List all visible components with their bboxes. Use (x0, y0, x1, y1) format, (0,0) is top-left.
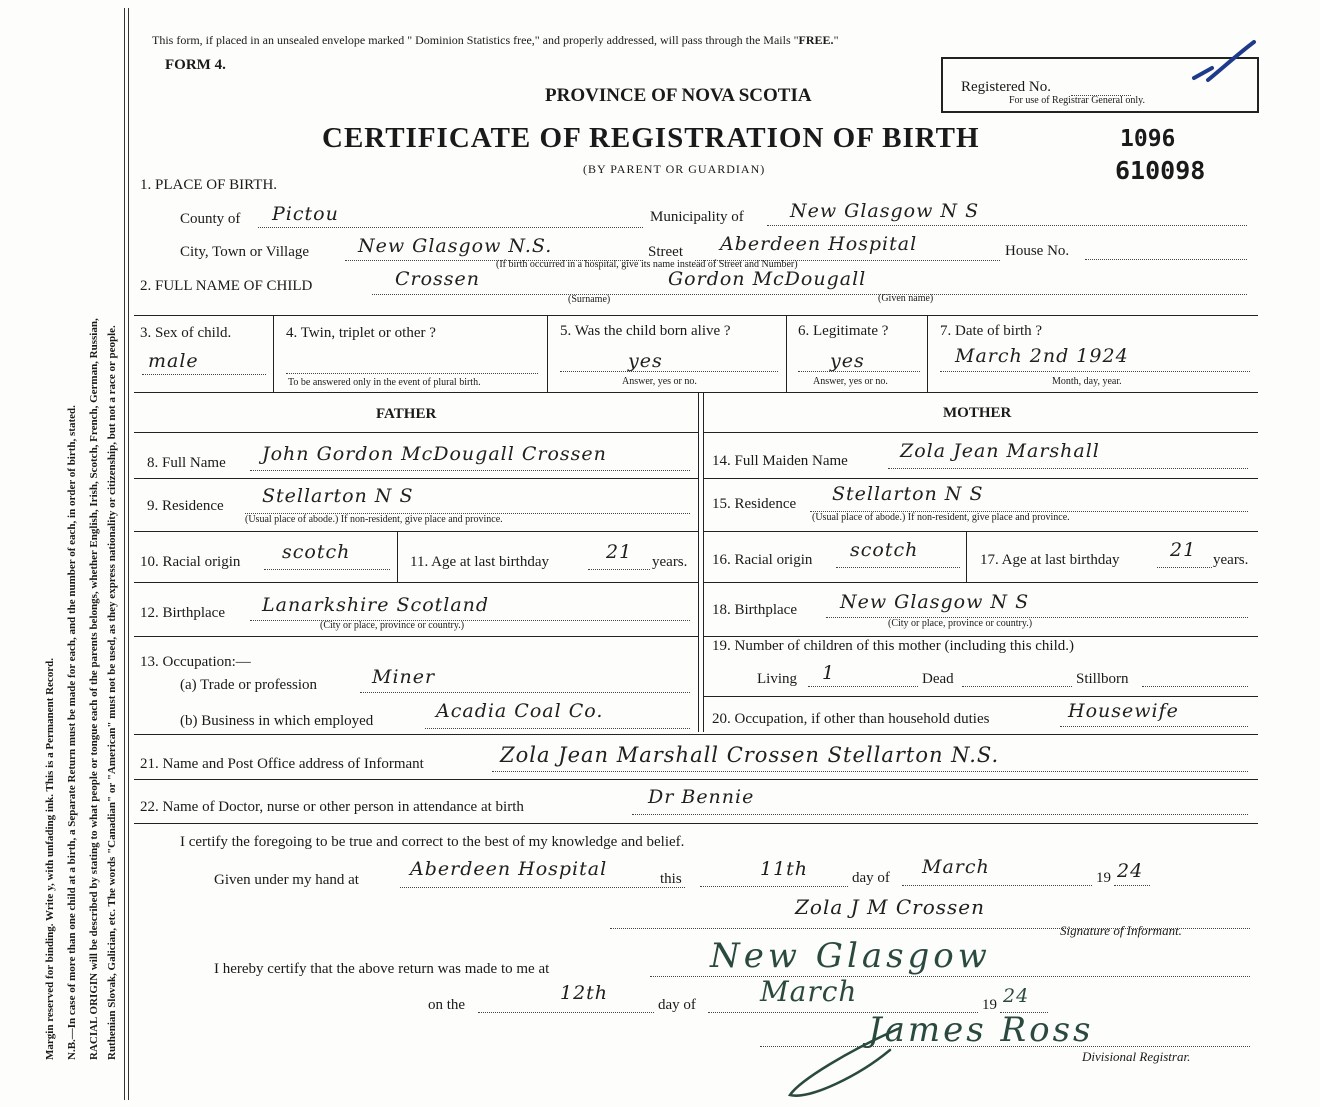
place-of-birth-heading: 1. PLACE OF BIRTH. (140, 177, 278, 193)
province-heading: PROVINCE OF NOVA SCOTIA (545, 85, 812, 106)
house-number-label: House No. (1005, 243, 1070, 259)
county-value: Pictou (272, 203, 339, 225)
father-age-value: 21 (606, 541, 633, 563)
county-label: County of (180, 211, 241, 227)
child-name-label: 2. FULL NAME OF CHILD (140, 278, 313, 294)
given-year-prefix: 19 (1096, 870, 1111, 886)
street-label: Street (648, 244, 683, 260)
mother-name-label: 14. Full Maiden Name (712, 453, 848, 469)
given-name-caption: (Given name) (878, 293, 934, 304)
business-label: (b) Business in which employed (180, 713, 374, 729)
legitimate-note: Answer, yes or no. (813, 376, 888, 387)
registrar-day-of-label: day of (658, 997, 696, 1013)
sex-value: male (148, 350, 199, 372)
dead-label: Dead (922, 671, 954, 687)
registrar-use-note: For use of Registrar General only. (1009, 95, 1145, 106)
twin-note: To be answered only in the event of plural birth. (288, 377, 481, 388)
mother-residence-label: 15. Residence (712, 496, 797, 512)
page-subtitle: (BY PARENT OR GUARDIAN) (583, 162, 766, 176)
born-alive-value: yes (628, 350, 663, 372)
mother-name-value: Zola Jean Marshall (900, 440, 1100, 462)
mother-age-suffix: years. (1213, 552, 1249, 568)
registrar-year-value: 24 (1003, 985, 1030, 1007)
given-under-label: Given under my hand at (214, 872, 359, 888)
date-of-birth-note: Month, day, year. (1052, 376, 1122, 387)
father-residence-value: Stellarton N S (262, 485, 414, 507)
mother-occupation-value: Housewife (1068, 700, 1179, 722)
certification-statement: I certify the foregoing to be true and correct to the best of my knowledge and belief. (180, 834, 685, 850)
father-racial-origin-value: scotch (282, 541, 351, 563)
margin-notes (0, 0, 135, 1107)
child-surname-value: Crossen (395, 268, 481, 290)
registrar-day-value: 12th (560, 982, 609, 1004)
stamp-number-1: 1096 (1120, 126, 1176, 152)
sex-label: 3. Sex of child. (140, 325, 232, 341)
mother-residence-value: Stellarton N S (832, 483, 984, 505)
father-occupation-label: 13. Occupation:— (140, 654, 251, 670)
registrar-month-value: March (760, 975, 858, 1008)
mother-racial-origin-label: 16. Racial origin (712, 552, 813, 568)
father-age-label: 11. Age at last birthday (410, 554, 549, 570)
margin-note-racial-origin: RACIAL ORIGIN will be described by stating to what people or tongue each of the parents belongs, whether English, Irish, Scotch, French, German, Russian, (88, 318, 100, 1060)
registrar-signature-caption: Divisional Registrar. (1082, 1049, 1191, 1064)
registered-number-label: Registered No. (961, 79, 1051, 95)
given-month-value: March (922, 856, 990, 878)
mother-birthplace-label: 18. Birthplace (712, 602, 797, 618)
date-of-birth-label: 7. Date of birth ? (940, 323, 1043, 339)
registrar-signature: James Ross (868, 1010, 1094, 1050)
father-residence-label: 9. Residence (147, 498, 224, 514)
father-heading: FATHER (376, 406, 437, 422)
check-mark-icon (1190, 38, 1260, 88)
margin-note-multiple-births: N.B.—In case of more than one child at a birth, a Separate Return must be made for each, and the number of each, in order of birth, stated. (66, 405, 78, 1060)
father-birthplace-note: (City or place, province or country.) (320, 620, 465, 631)
informant-signature: Zola J M Crossen (795, 895, 985, 919)
informant-value: Zola Jean Marshall Crossen Stellarton N.S. (500, 743, 1000, 767)
business-value: Acadia Coal Co. (436, 700, 604, 722)
city-value: New Glasgow N.S. (358, 235, 553, 257)
informant-label: 21. Name and Post Office address of Informant (140, 756, 424, 772)
father-racial-origin-label: 10. Racial origin (140, 554, 241, 570)
municipality-value: New Glasgow N S (790, 200, 980, 222)
mother-occupation-label: 20. Occupation, if other than household duties (712, 711, 990, 727)
father-residence-note: (Usual place of abode.) If non-resident, give place and province. (245, 514, 503, 525)
mother-age-value: 21 (1170, 539, 1197, 561)
living-label: Living (757, 671, 797, 687)
on-the-label: on the (428, 997, 466, 1013)
father-birthplace-value: Lanarkshire Scotland (262, 594, 490, 616)
mother-residence-note: (Usual place of abode.) If non-resident, give place and province. (812, 512, 1070, 523)
twin-label: 4. Twin, triplet or other ? (286, 325, 436, 341)
signature-flourish-icon (780, 1020, 980, 1105)
doctor-value: Dr Bennie (648, 786, 755, 808)
given-day-value: 11th (760, 858, 809, 880)
given-place-value: Aberdeen Hospital (410, 858, 608, 880)
living-value: 1 (822, 662, 836, 684)
mother-age-label: 17. Age at last birthday (980, 552, 1120, 568)
trade-value: Miner (372, 666, 436, 688)
this-label: this (660, 871, 682, 887)
children-count-label: 19. Number of children of this mother (including this child.) (712, 638, 1075, 654)
trade-label: (a) Trade or profession (180, 677, 318, 693)
hospital-note: (If birth occurred in a hospital, give its name instead of Street and Number) (496, 259, 798, 270)
mail-note: This form, if placed in an unsealed envelope marked " Dominion Statistics free," and properly addressed, will pass through the Mails "FREE." (152, 33, 839, 47)
child-given-name-value: Gordon McDougall (668, 268, 867, 290)
given-day-of-label: day of (852, 870, 890, 886)
father-name-label: 8. Full Name (147, 455, 226, 471)
born-alive-note: Answer, yes or no. (622, 376, 697, 387)
street-value: Aberdeen Hospital (720, 233, 918, 255)
mother-heading: MOTHER (943, 405, 1012, 421)
form-number: FORM 4. (165, 57, 226, 73)
margin-note-nationality: Ruthenian Slovak, Galician, etc. The words "Canadian" or "American" must not be used, as they express nationality or citizenship, but not a race or people. (106, 325, 118, 1060)
margin-note-binding: Margin reserved for binding. Write y, with unfading ink. This is a Permanent Record. (44, 657, 56, 1060)
stamp-number-2: 610098 (1115, 156, 1206, 185)
mother-racial-origin-value: scotch (850, 539, 919, 561)
date-of-birth-value: March 2nd 1924 (955, 345, 1129, 367)
father-name-value: John Gordon McDougall Crossen (262, 443, 607, 465)
informant-signature-caption: Signature of Informant. (1060, 923, 1182, 938)
given-year-value: 24 (1117, 860, 1144, 882)
father-age-suffix: years. (652, 554, 688, 570)
stillborn-label: Stillborn (1076, 671, 1129, 687)
mother-birthplace-note: (City or place, province or country.) (888, 618, 1033, 629)
registrar-year-prefix: 19 (982, 997, 997, 1013)
registrar-statement: I hereby certify that the above return was made to me at (214, 961, 550, 977)
registrar-place-value: New Glasgow (710, 936, 991, 976)
doctor-label: 22. Name of Doctor, nurse or other person in attendance at birth (140, 799, 524, 815)
surname-caption: (Surname) (568, 294, 611, 305)
municipality-label: Municipality of (650, 209, 744, 225)
page-title: CERTIFICATE OF REGISTRATION OF BIRTH (322, 122, 980, 154)
father-birthplace-label: 12. Birthplace (140, 605, 225, 621)
city-label: City, Town or Village (180, 244, 310, 260)
born-alive-label: 5. Was the child born alive ? (560, 323, 731, 339)
legitimate-value: yes (830, 350, 865, 372)
legitimate-label: 6. Legitimate ? (798, 323, 889, 339)
mother-birthplace-value: New Glasgow N S (840, 591, 1030, 613)
